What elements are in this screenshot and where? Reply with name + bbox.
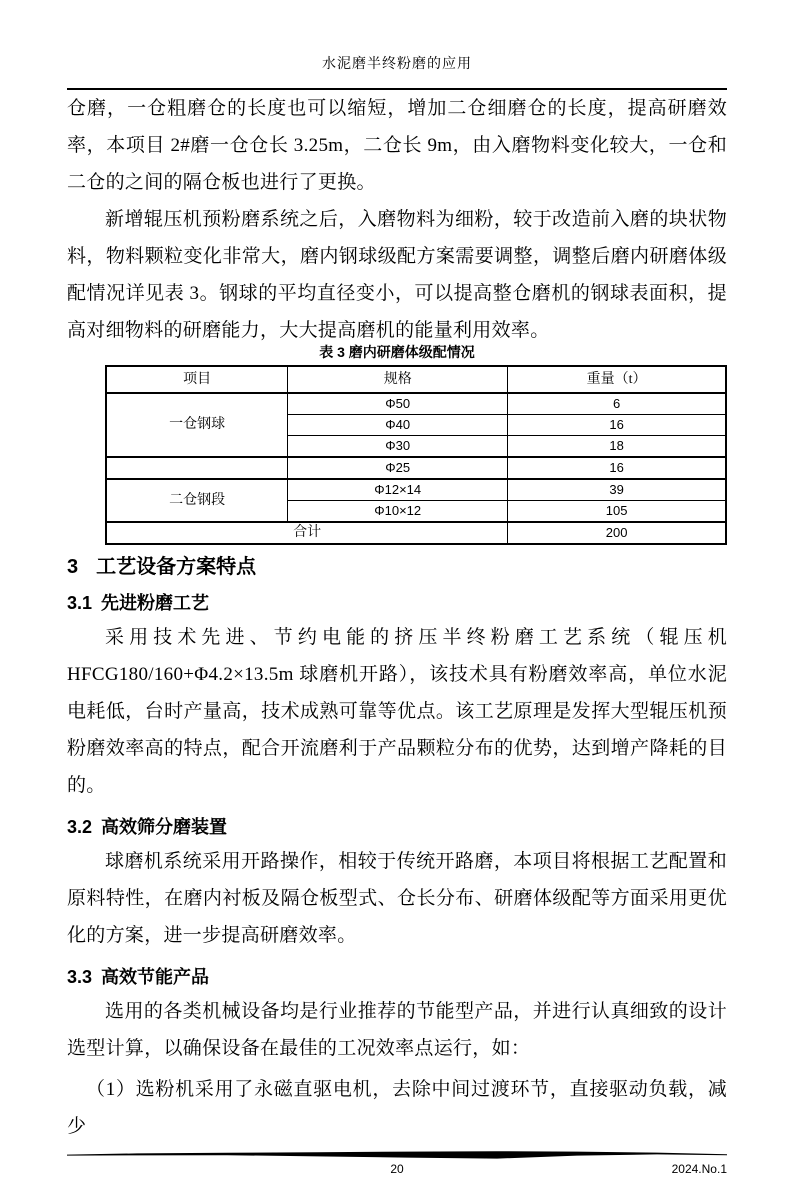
table-header-row (106, 366, 726, 393)
cell-spec: Φ50 (288, 393, 508, 415)
col-header-weight: 重量（t） (508, 366, 726, 393)
section-number: 3.1 (67, 593, 93, 613)
cell-spec: Φ10×12 (288, 501, 508, 523)
cell-spec: Φ12×14 (288, 479, 508, 501)
col-header-spec: 规格 (288, 366, 508, 393)
cell-weight: 18 (508, 436, 726, 458)
table-caption: 表 3 磨内研磨体级配情况 (319, 344, 475, 360)
cell-item-empty (106, 457, 288, 479)
table-row (106, 393, 726, 415)
cell-item-bin1: 一仓钢球 (106, 393, 288, 457)
section-3-2-heading (67, 815, 727, 839)
section-title: 工艺设备方案特点 (96, 556, 257, 578)
cell-weight: 105 (508, 501, 726, 523)
section-3-heading (67, 554, 727, 580)
section-title: 高效节能产品 (101, 967, 210, 987)
cell-spec: Φ25 (288, 457, 508, 479)
col-header-item: 项目 (106, 366, 288, 393)
section-number: 3 (67, 556, 79, 578)
section-3-3-list-item-1: （1）选粉机采用了永磁直驱电机，去除中间过渡环节，直接驱动负载，减少 (67, 1079, 727, 1137)
section-3-3-heading (67, 965, 727, 989)
cell-weight: 16 (508, 415, 726, 436)
cell-weight: 6 (508, 393, 726, 415)
section-3-3-paragraph: 选用的各类机械设备均是行业推荐的节能型产品，并进行认真细致的设计选型计算，以确保设备在最佳的工况效率点运行，如： (67, 1001, 727, 1059)
table-row (106, 457, 726, 479)
section-title: 高效筛分磨装置 (101, 817, 228, 837)
table-total-row (106, 522, 726, 544)
cell-spec: Φ30 (288, 436, 508, 458)
cell-weight: 16 (508, 457, 726, 479)
paragraph-continued: 仓磨，一仓粗磨仓的长度也可以缩短，增加二仓细磨仓的长度，提高研磨效率，本项目 2#磨一仓仓长 3.25m，二仓长 9m，由入磨物料变化较大，一仓和二仓的之间的隔仓板也进行了更换。 (67, 98, 727, 193)
footer-page-number: 20 (390, 1162, 404, 1176)
cell-total-value: 200 (508, 522, 726, 544)
footer (67, 1161, 727, 1177)
table-row (106, 479, 726, 501)
section-number: 3.3 (67, 967, 93, 987)
section-3-1-heading (67, 591, 727, 615)
paragraph-2: 新增辊压机预粉磨系统之后，入磨物料为细粉，较于改造前入磨的块状物料，物料颗粒变化非常大，磨内钢球级配方案需要调整，调整后磨内研磨体级配情况详见表 3。钢球的平均直径变小，可以提高整仓磨机的钢球表面积，提高对细物料的研磨能力，大大提高磨机的能量利用效率。 (67, 209, 727, 341)
cell-total-label: 合计 (106, 522, 508, 544)
section-number: 3.2 (67, 817, 93, 837)
running-header-title: 水泥磨半终粉磨的应用 (322, 57, 472, 72)
grinding-media-table (105, 365, 727, 545)
section-3-2-paragraph: 球磨机系统采用开路操作，相较于传统开路磨，本项目将根据工艺配置和原料特性，在磨内衬板及隔仓板型式、仓长分布、研磨体级配等方面采用更优化的方案，进一步提高研磨效率。 (67, 851, 727, 946)
footer-decorative-bar (67, 1149, 727, 1161)
section-title: 先进粉磨工艺 (101, 593, 210, 613)
section-3-1-paragraph: 采用技术先进、节约电能的挤压半终粉磨工艺系统（辊压机 HFCG180/160+Φ4.2×13.5m 球磨机开路），该技术具有粉磨效率高，单位水泥电耗低，台时产量高，技术成熟可靠等优点。该工艺原理是发挥大型辊压机预粉磨效率高的特点，配合开流磨利于产品颗粒分布的优势，达到增产降耗的目的。 (67, 627, 727, 796)
cell-item-bin2: 二仓钢段 (106, 479, 288, 522)
footer-issue-label: 2024.No.1 (671, 1162, 727, 1176)
cell-weight: 39 (508, 479, 726, 501)
cell-spec: Φ40 (288, 415, 508, 436)
